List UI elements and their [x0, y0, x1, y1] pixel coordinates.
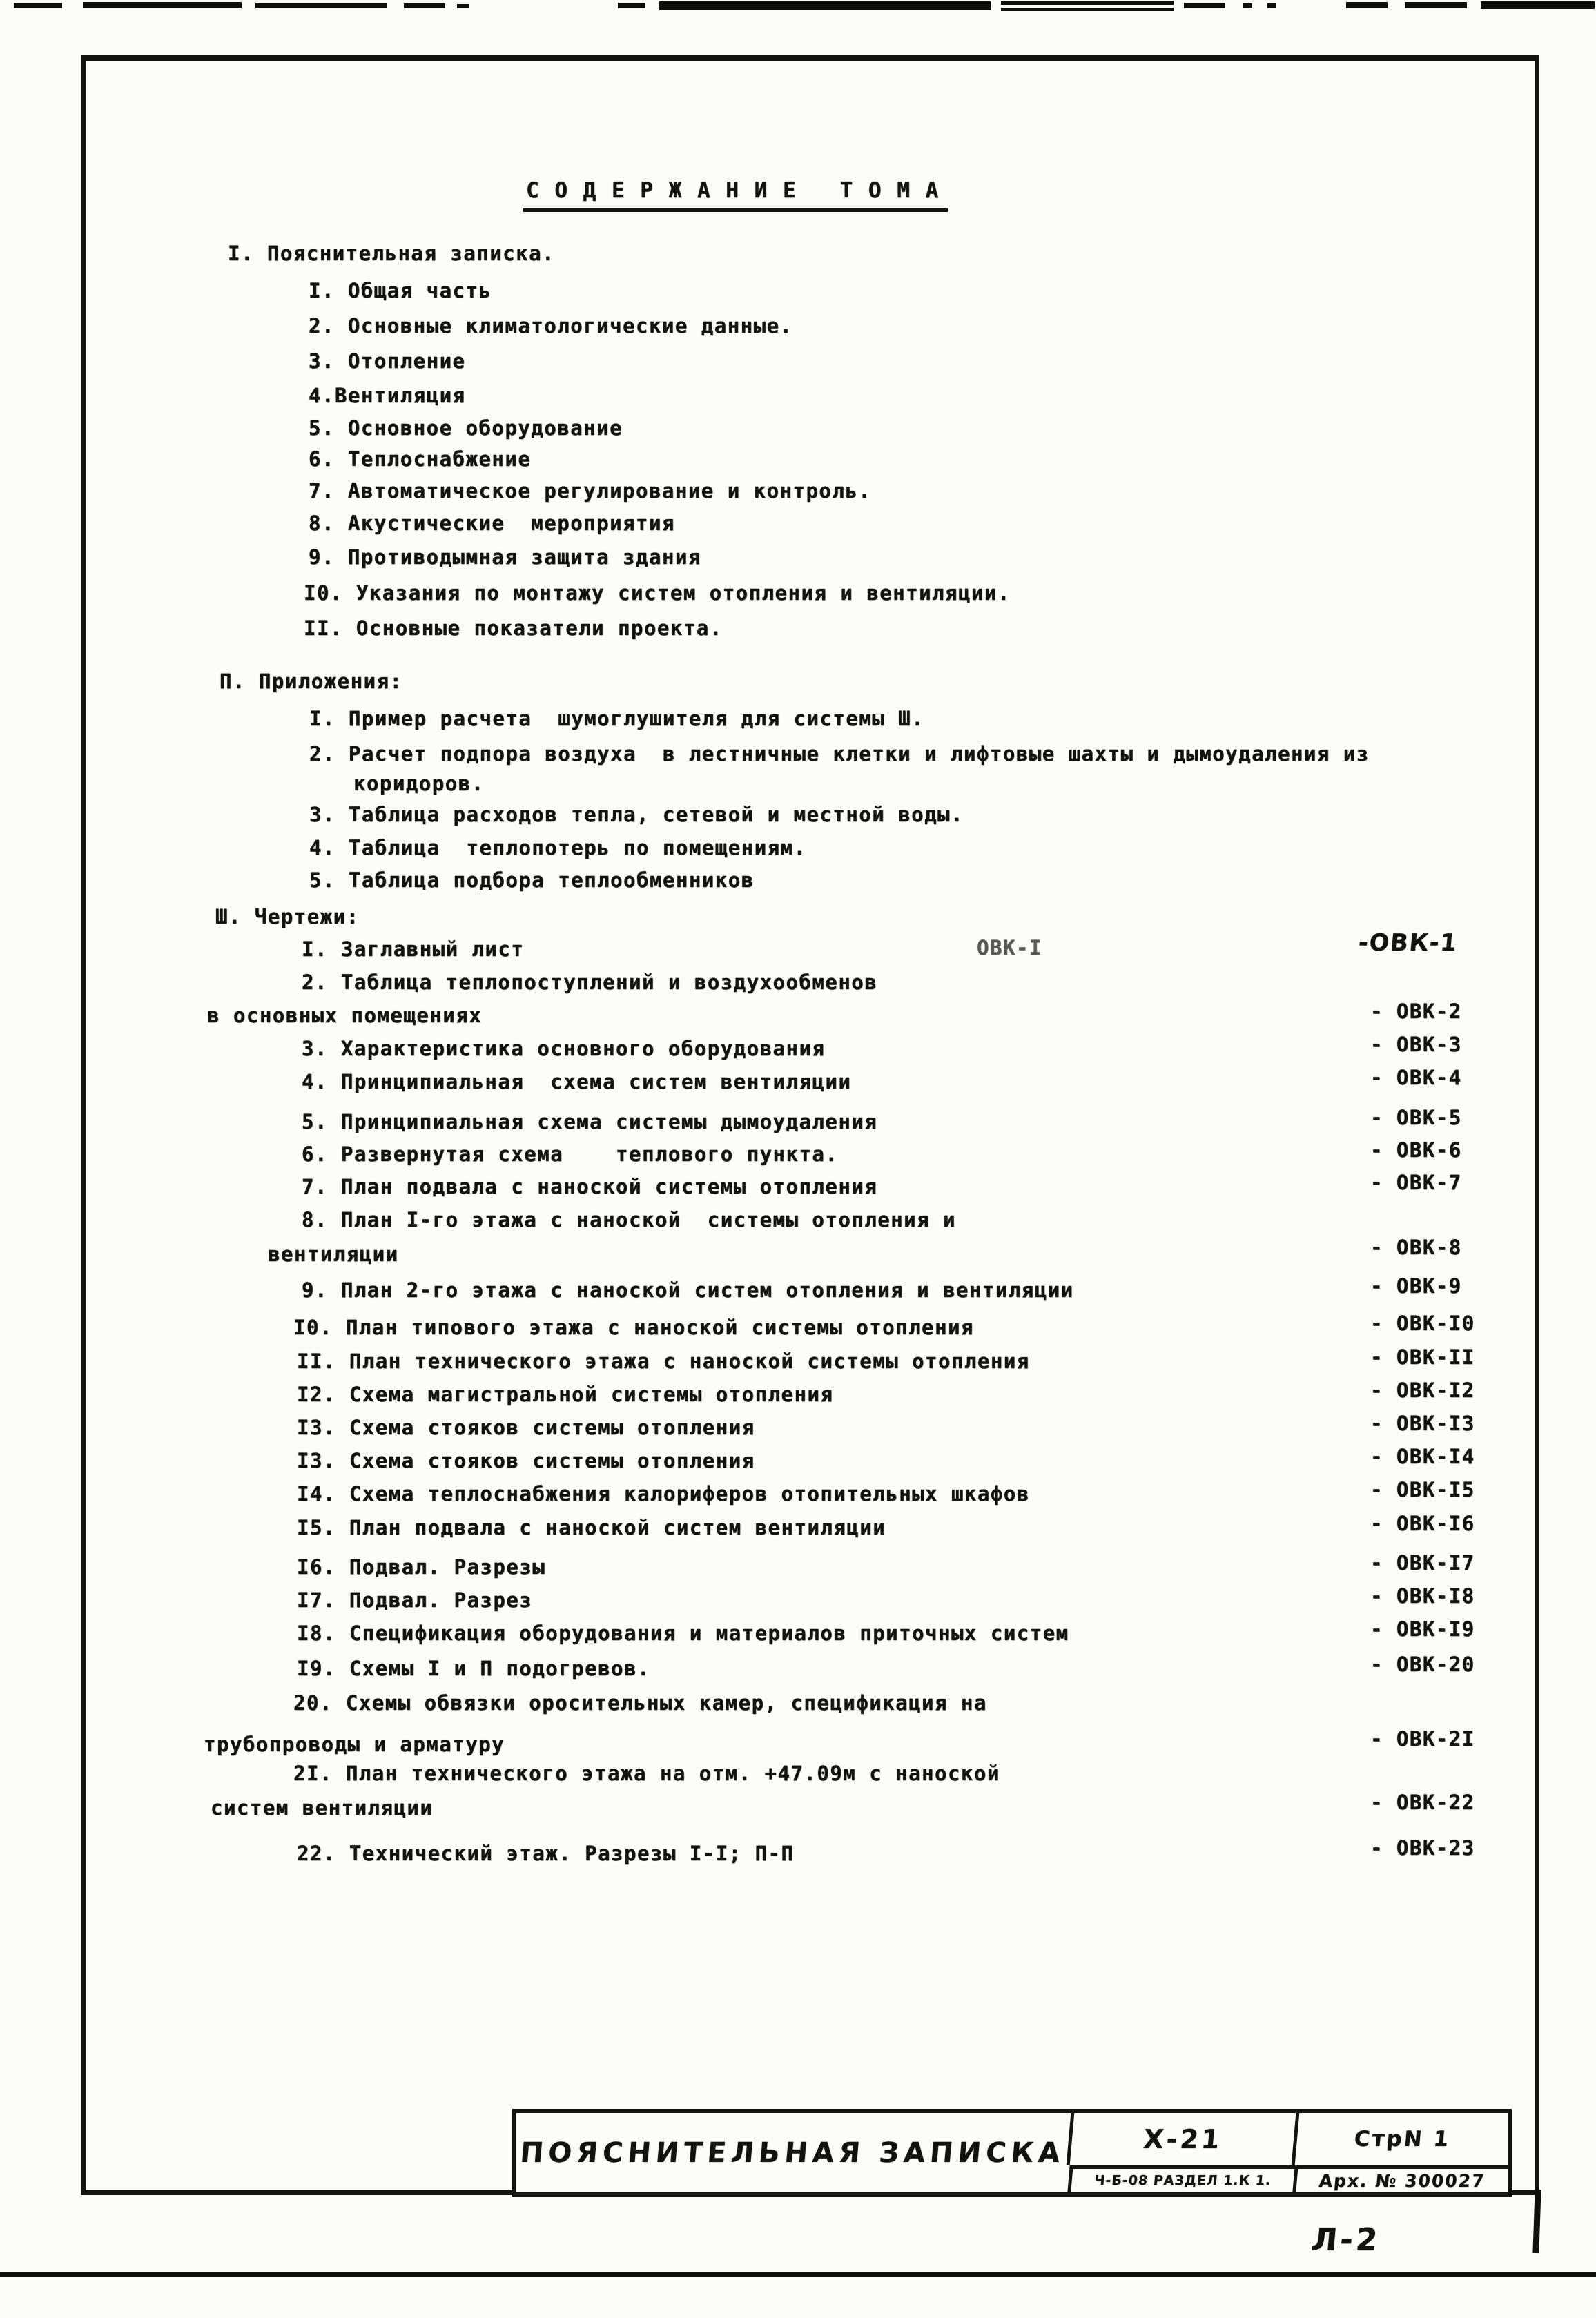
page-title: С О Д Е Р Ж А Н И Е Т О М А — [523, 178, 948, 212]
scan-artifact — [404, 3, 445, 8]
toc-line: II. План технического этажа с наноской системы отопления — [297, 1350, 1030, 1373]
drawing-code: - ОВК-20 — [1370, 1653, 1475, 1676]
scan-artifact — [1405, 2, 1467, 8]
section-header: Ш. Чертежи: — [215, 905, 360, 928]
scan-artifact — [255, 3, 387, 8]
drawing-code: - ОВК-3 — [1370, 1033, 1462, 1056]
scan-artifact — [1001, 1, 1174, 5]
toc-line: 3. Таблица расходов тепла, сетевой и местной воды. — [309, 803, 964, 826]
drawing-code: - ОВК-I4 — [1370, 1445, 1475, 1468]
title-block-section-code: Ч-Б-08 РАЗДЕЛ 1.К 1. — [1067, 2165, 1294, 2192]
scan-artifact — [1532, 2190, 1541, 2253]
drawing-code-typed: ОВК-I — [977, 936, 1042, 960]
scan-artifact — [1481, 1, 1595, 9]
scan-artifact — [1001, 8, 1174, 11]
section-header: I. Пояснительная записка. — [228, 242, 555, 265]
toc-line: 7. План подвала с наноской системы отопления — [302, 1175, 878, 1198]
toc-line: трубопроводы и арматуру — [204, 1733, 505, 1756]
drawing-code: - ОВК-I6 — [1370, 1512, 1475, 1535]
drawing-code: - ОВК-I2 — [1370, 1379, 1475, 1402]
drawing-code: - ОВК-I0 — [1370, 1312, 1475, 1335]
toc-line: 9. Противодымная защита здания — [309, 545, 701, 569]
toc-line: 5. Таблица подбора теплообменников — [309, 868, 755, 892]
toc-line: I5. План подвала с наноской систем вентиляции — [297, 1516, 886, 1539]
title-block-archive-number: Арх. № 300027 — [1292, 2165, 1508, 2192]
scan-artifact — [83, 2, 242, 8]
title-block-doc-code: Х-21 — [1067, 2113, 1296, 2165]
drawing-code: - ОВК-I5 — [1370, 1478, 1475, 1501]
scan-artifact — [0, 2272, 1596, 2277]
scan-artifact — [14, 3, 62, 8]
drawing-code: - ОВК-2I — [1370, 1727, 1475, 1751]
title-block-project-title: ПОЯСНИТЕЛЬНАЯ ЗАПИСКА — [518, 2136, 1067, 2169]
toc-line: 4. Таблица теплопотерь по помещениям. — [309, 836, 807, 859]
toc-line: I0. План типового этажа с наноской системы отопления — [293, 1316, 974, 1339]
toc-line: в основных помещениях — [207, 1004, 483, 1027]
toc-line: 5. Основное оборудование — [309, 416, 623, 440]
toc-line: 2. Таблица теплопоступлений и воздухообменов — [302, 971, 878, 994]
drawing-code: - ОВК-I8 — [1370, 1584, 1475, 1608]
drawing-code: - ОВК-7 — [1370, 1171, 1462, 1194]
drawing-code: - ОВК-9 — [1370, 1274, 1462, 1298]
section-header: П. Приложения: — [220, 670, 403, 693]
toc-line: I4. Схема теплоснабжения калориферов отопительных шкафов — [297, 1482, 1030, 1506]
sheet-number-note: Л-2 — [1310, 2221, 1382, 2258]
toc-line: систем вентиляции — [211, 1796, 434, 1820]
scan-artifact — [1267, 3, 1276, 8]
toc-line: 6. Теплоснабжение — [309, 447, 532, 471]
toc-line: 9. План 2-го этажа с наноской систем отопления и вентиляции — [302, 1278, 1074, 1302]
drawing-code: - ОВК-8 — [1370, 1236, 1462, 1259]
toc-line: I0. Указания по монтажу систем отопления и вентиляции. — [304, 581, 1011, 605]
scan-artifact — [659, 1, 991, 10]
drawing-code: - ОВК-22 — [1370, 1791, 1475, 1814]
drawing-code: - ОВК-5 — [1370, 1106, 1462, 1129]
scan-artifact — [1346, 2, 1388, 8]
toc-line: 2I. План технического этажа на отм. +47.09м с наноской — [293, 1762, 1000, 1785]
scan-artifact — [1243, 3, 1252, 8]
toc-line: I3. Схема стояков системы отопления — [297, 1416, 755, 1439]
drawing-code: - ОВК-II — [1370, 1345, 1475, 1369]
toc-line: 2. Основные климатологические данные. — [309, 314, 793, 338]
title-block-page-label: СтрN 1 — [1292, 2113, 1510, 2165]
toc-line: коридоров. — [353, 772, 485, 795]
drawing-code: - ОВК-I9 — [1370, 1617, 1475, 1641]
toc-line: 4. Принципиальная схема систем вентиляции — [302, 1070, 852, 1093]
drawing-code-handwritten: -ОВК-1 — [1357, 929, 1459, 957]
toc-line: I9. Схемы I и П подогревов. — [297, 1657, 650, 1680]
scan-artifact — [457, 4, 469, 8]
toc-line: I2. Схема магистральной системы отопления — [297, 1383, 834, 1406]
scan-artifact — [618, 3, 645, 8]
toc-line: 8. Акустические мероприятия — [309, 512, 675, 535]
toc-line: I. Общая часть — [309, 279, 492, 302]
drawing-code: - ОВК-23 — [1370, 1836, 1475, 1860]
title-block — [512, 2109, 1512, 2197]
toc-line: I6. Подвал. Разрезы — [297, 1555, 546, 1579]
toc-line: I. Заглавный лист — [302, 937, 525, 961]
toc-line: 20. Схемы обвязки оросительных камер, спецификация на — [293, 1691, 987, 1715]
toc-line: 5. Принципиальная схема системы дымоудаления — [302, 1110, 878, 1133]
scan-artifact — [1184, 3, 1225, 8]
toc-line: 6. Развернутая схема теплового пункта. — [302, 1142, 839, 1166]
drawing-code: - ОВК-2 — [1370, 1000, 1462, 1023]
toc-line: I8. Спецификация оборудования и материалов приточных систем — [297, 1621, 1069, 1645]
drawing-code: - ОВК-I7 — [1370, 1551, 1475, 1575]
toc-line: II. Основные показатели проекта. — [304, 616, 723, 640]
toc-line: 8. План I-го этажа с наноской системы отопления и — [302, 1208, 956, 1231]
toc-line: 2. Расчет подпора воздуха в лестничные клетки и лифтовые шахты и дымоудаления из — [309, 742, 1370, 766]
toc-line: 3. Отопление — [309, 349, 466, 373]
toc-line: I7. Подвал. Разрез — [297, 1588, 533, 1612]
toc-line: вентиляции — [268, 1243, 399, 1266]
drawing-code: - ОВК-4 — [1370, 1066, 1462, 1089]
drawing-code: - ОВК-6 — [1370, 1138, 1462, 1162]
toc-line: 4.Вентиляция — [309, 384, 466, 407]
drawing-code: - ОВК-I3 — [1370, 1412, 1475, 1435]
toc-line: 3. Характеристика основного оборудования — [302, 1037, 826, 1060]
toc-line: 22. Технический этаж. Разрезы I-I; П-П — [297, 1842, 795, 1865]
toc-line: 7. Автоматическое регулирование и контроль. — [309, 479, 872, 503]
toc-line: I3. Схема стояков системы отопления — [297, 1449, 755, 1472]
toc-line: I. Пример расчета шумоглушителя для системы Ш. — [309, 707, 925, 730]
